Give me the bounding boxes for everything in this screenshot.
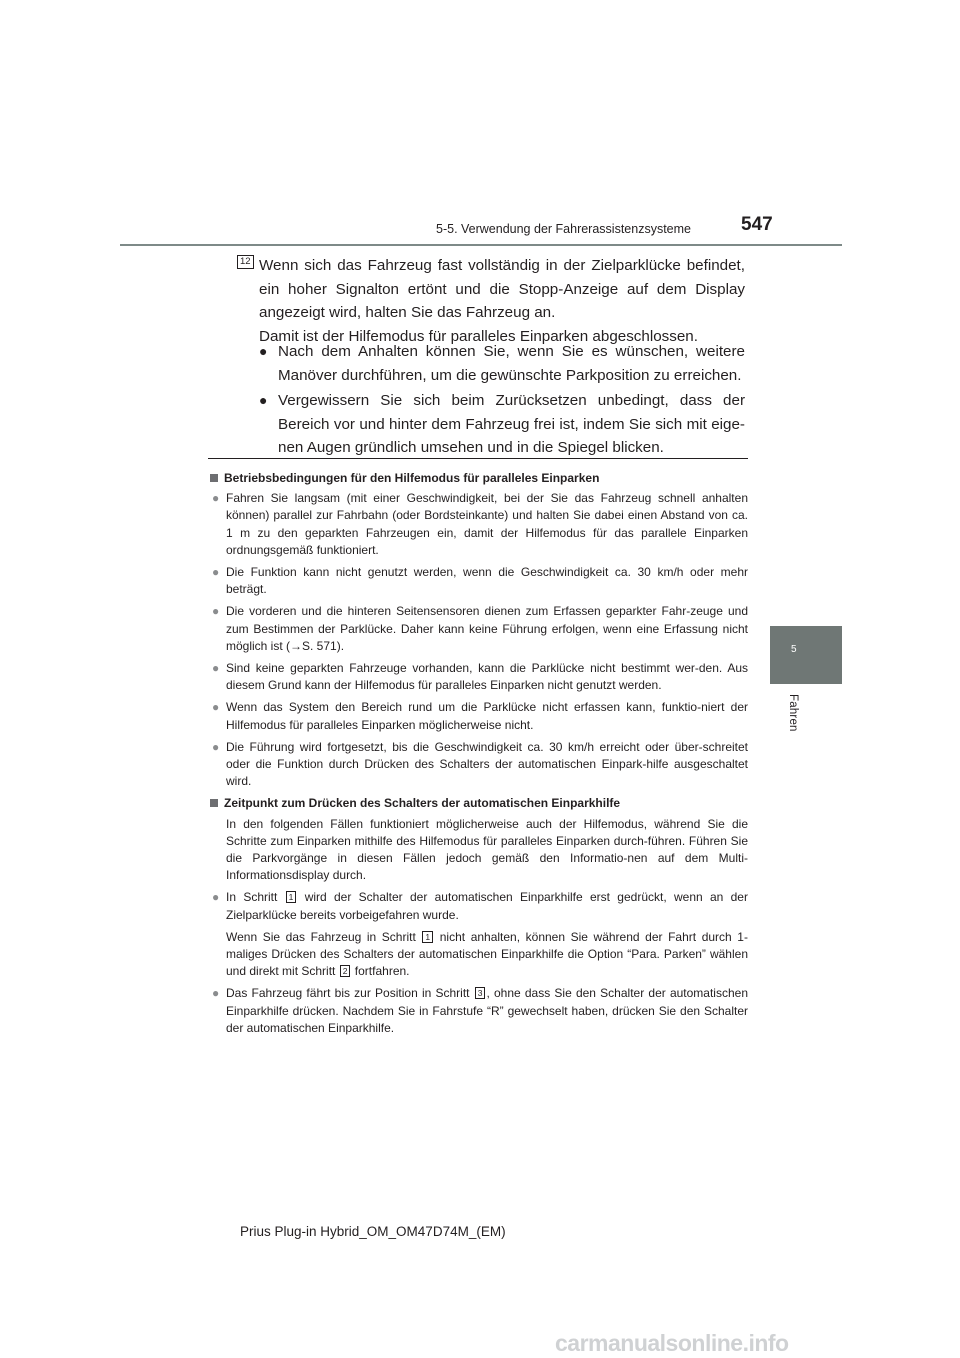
step-12-conclusion: Damit ist der Hilfemodus für paralleles Einparken abgeschlossen. <box>259 327 698 345</box>
header-rule <box>120 244 842 246</box>
watermark: carmanualsonline.info <box>555 1330 789 1356</box>
bullet-dot-icon: ● <box>212 604 220 619</box>
chapter-tab-label: Fahren <box>787 694 799 732</box>
bullet-dot-icon: ● <box>259 392 268 409</box>
section-title: 5-5. Verwendung der Fahrerassistenzsysteme <box>436 222 691 236</box>
bullet-dot-icon: ● <box>212 661 220 676</box>
notes-section <box>210 470 748 1042</box>
page-number: 547 <box>741 214 773 235</box>
bullet-dot-icon: ● <box>259 343 268 359</box>
note-bullet: ● Das Fahrzeug fährt bis zur Position in Schritt 3 , ohne dass Sie den Schalter der automatischen Einparkhilfe drücken. Nachdem Sie in Fahrstufe “R” gewechselt haben, drücken Sie den Schalter der automatischen Einparkhilfe. <box>212 986 748 1035</box>
note-bullet: ● Die Führung wird fortgesetzt, bis die Geschwindigkeit ca. 30 km/h erreicht oder über-schreitet oder die Funktion durch Drücken des Schalters der automatischen Einpark-hilfe ausgeschaltet wird. <box>212 739 748 789</box>
square-bullet-icon <box>210 799 218 807</box>
step-12-bullets <box>259 340 745 462</box>
bullet-dot-icon: ● <box>212 700 220 715</box>
bullet-dot-icon: ● <box>212 565 220 580</box>
square-bullet-icon <box>210 474 218 482</box>
step-12-bullet: ● Vergewissern Sie sich beim Zurücksetzen unbedingt, dass der Bereich vor und hinter dem Fahrzeug frei ist, indem Sie sich mit eige-nen Augen gründlich umsehen und in die Spiegel blicken. <box>259 389 745 460</box>
chapter-tab <box>770 626 842 684</box>
bullet-dot-icon: ● <box>212 739 220 754</box>
step-12-instruction: Wenn sich das Fahrzeug fast vollständig in der Zielparklücke befindet, ein hoher Signalton ertönt und die Stopp-Anzeige auf dem Display angezeigt wird, halten Sie das Fahrzeug an. <box>259 257 745 322</box>
note-heading: Zeitpunkt zum Drücken des Schalters der automatischen Einparkhilfe <box>210 795 748 812</box>
step-1-badge: 1 <box>286 891 297 903</box>
bullet-dot-icon: ● <box>212 491 220 506</box>
note-bullet: ● Die Funktion kann nicht genutzt werden, wenn die Geschwindigkeit ca. 30 km/h oder mehr beträgt. <box>212 565 748 597</box>
note-bullet: ● Wenn das System den Bereich rund um die Parklücke nicht erfassen kann, funktio-niert der Hilfemodus für paralleles Einparken möglicherweise nicht. <box>212 700 748 732</box>
bullet-dot-icon: ● <box>212 986 220 1001</box>
step-12-badge: 12 <box>237 255 254 269</box>
note-heading: Betriebsbedingungen für den Hilfemodus für paralleles Einparken <box>210 470 748 487</box>
note-intro: In den folgenden Fällen funktioniert möglicherweise auch der Hilfemodus, während Sie die Schritte zum Einparken mithilfe des Hilfemodus für paralleles Einparken durch-führen. Führen Sie die Parkvorgänge in diesen Fällen jedoch gemäß den Informatio-nen auf dem Multi-Informationsdisplay durch. <box>226 816 748 883</box>
note-paragraph: Wenn Sie das Fahrzeug in Schritt 1 nicht anhalten, können Sie während der Fahrt durch 1-maliges Drücken des Schalters der automatischen Einparkhilfe die Option “Para. Parken” wählen und direkt mit Schritt 2 fortfahren. <box>226 929 748 979</box>
bullet-dot-icon: ● <box>212 890 220 905</box>
step-3-badge: 3 <box>475 987 486 999</box>
notes-divider <box>208 458 748 459</box>
step-12-bullet: ● Nach dem Anhalten können Sie, wenn Sie es wünschen, weitere Manöver durchführen, um die gewünschte Parkposition zu erreichen. <box>259 340 745 387</box>
note-bullet: ● Fahren Sie langsam (mit einer Geschwindigkeit, bei der Sie das Fahrzeug schnell anhalten können) parallel zur Fahrbahn (oder Bordsteinkante) und halten Sie dabei einen Abstand von ca. 1 m zu den geparkten Fahrzeugen ein, damit der Hilfemodus für das parallele Einparken ordnungsgemäß funktioniert. <box>212 491 748 557</box>
note-bullet: ● Die vorderen und die hinteren Seitensensoren dienen zum Erfassen geparkter Fahr-zeuge und zum Bestimmen der Parklücke. Daher kann keine Führung erfolgen, wenn eine Erfassung nicht möglich ist (→S. 571). <box>212 604 748 653</box>
step-2-badge: 2 <box>340 965 351 977</box>
step-12-text <box>259 254 745 348</box>
note-bullet: ● In Schritt 1 wird der Schalter der automatischen Einparkhilfe erst gedrückt, wenn an der Zielparklücke bereits vorbeigefahren wurde. <box>212 890 748 922</box>
note-bullet: ● Sind keine geparkten Fahrzeuge vorhanden, kann die Parklücke nicht bestimmt wer-den. Aus diesem Grund kann der Hilfemodus für paralleles Einparken nicht genutzt werden. <box>212 661 748 693</box>
footer-manual-id: Prius Plug-in Hybrid_OM_OM47D74M_(EM) <box>240 1224 506 1239</box>
step-1-badge: 1 <box>422 931 433 943</box>
